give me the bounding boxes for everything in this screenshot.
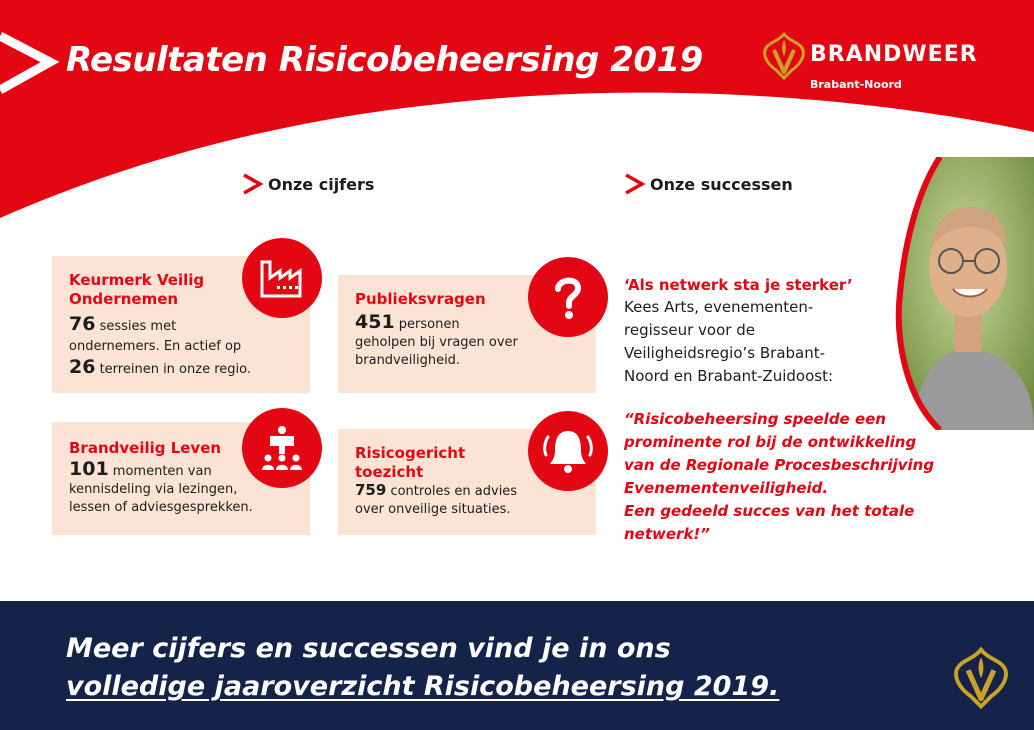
chevron-right-icon — [0, 32, 60, 96]
quote-author: Kees Arts, evenementen-regisseur voor de Veiligheidsregio’s Brabant-Noord en Brabant-Zuidoost: — [624, 298, 834, 385]
stat-number: 101 — [69, 458, 109, 480]
testimonial-quote: “Risicobeheersing speelde een prominente rol bij de ontwikkeling van de Regionale Procesbeschrijving Evenementenveiligheid. Een gedeeld succes van het totale netwerk!” — [624, 410, 935, 543]
section-heading-label: Onze cijfers — [268, 174, 375, 194]
brandweer-logo — [760, 32, 1000, 94]
chevron-right-icon — [624, 173, 646, 195]
logo-region: Brabant-Noord — [810, 78, 902, 91]
footer-text: Meer cijfers en successen vind je in ons — [66, 633, 671, 664]
stat-number: 26 — [69, 356, 96, 378]
section-heading-successes — [624, 173, 793, 195]
logo-wordmark: BRANDWEER — [810, 42, 978, 67]
card-title: Publieksvragen — [355, 290, 486, 308]
stat-number: 76 — [69, 313, 96, 335]
alarm-bell-icon — [528, 411, 608, 491]
card-title: Keurmerk Veilig Ondernemen — [69, 271, 205, 308]
question-mark-icon — [528, 257, 608, 337]
portrait-photo — [895, 157, 1034, 430]
card-text: 759 controles en advies over onveilige situaties. — [355, 481, 518, 517]
chevron-right-icon — [242, 173, 264, 195]
section-heading-label: Onze successen — [650, 174, 793, 194]
stat-number: 451 — [355, 311, 395, 333]
brandweer-emblem-icon — [762, 32, 806, 80]
card-text: 101 momenten van kennisdeling via lezingen, lessen of adviesgesprekken. — [69, 458, 253, 515]
card-title: Risicogericht toezicht — [355, 444, 466, 481]
card-text: 76 sessies met ondernemers. En actief op 26 terreinen in onze regio. — [69, 313, 251, 378]
card-title: Brandveilig Leven — [69, 439, 222, 457]
presentation-audience-icon — [242, 408, 322, 488]
annual-report-link[interactable]: volledige jaaroverzicht Risicobeheersing 2019. — [66, 671, 780, 702]
footer-banner — [0, 601, 1034, 730]
stat-number: 759 — [355, 481, 387, 499]
section-heading-figures — [242, 173, 374, 195]
quote-title: ‘Als netwerk sta je sterker’ — [624, 276, 853, 294]
page-title: Resultaten Risicobeheersing 2019 — [66, 40, 703, 80]
factory-icon — [242, 238, 322, 318]
card-text: 451 personen geholpen bij vragen over brandveiligheid. — [355, 311, 518, 368]
brandweer-emblem-icon — [952, 647, 1010, 709]
